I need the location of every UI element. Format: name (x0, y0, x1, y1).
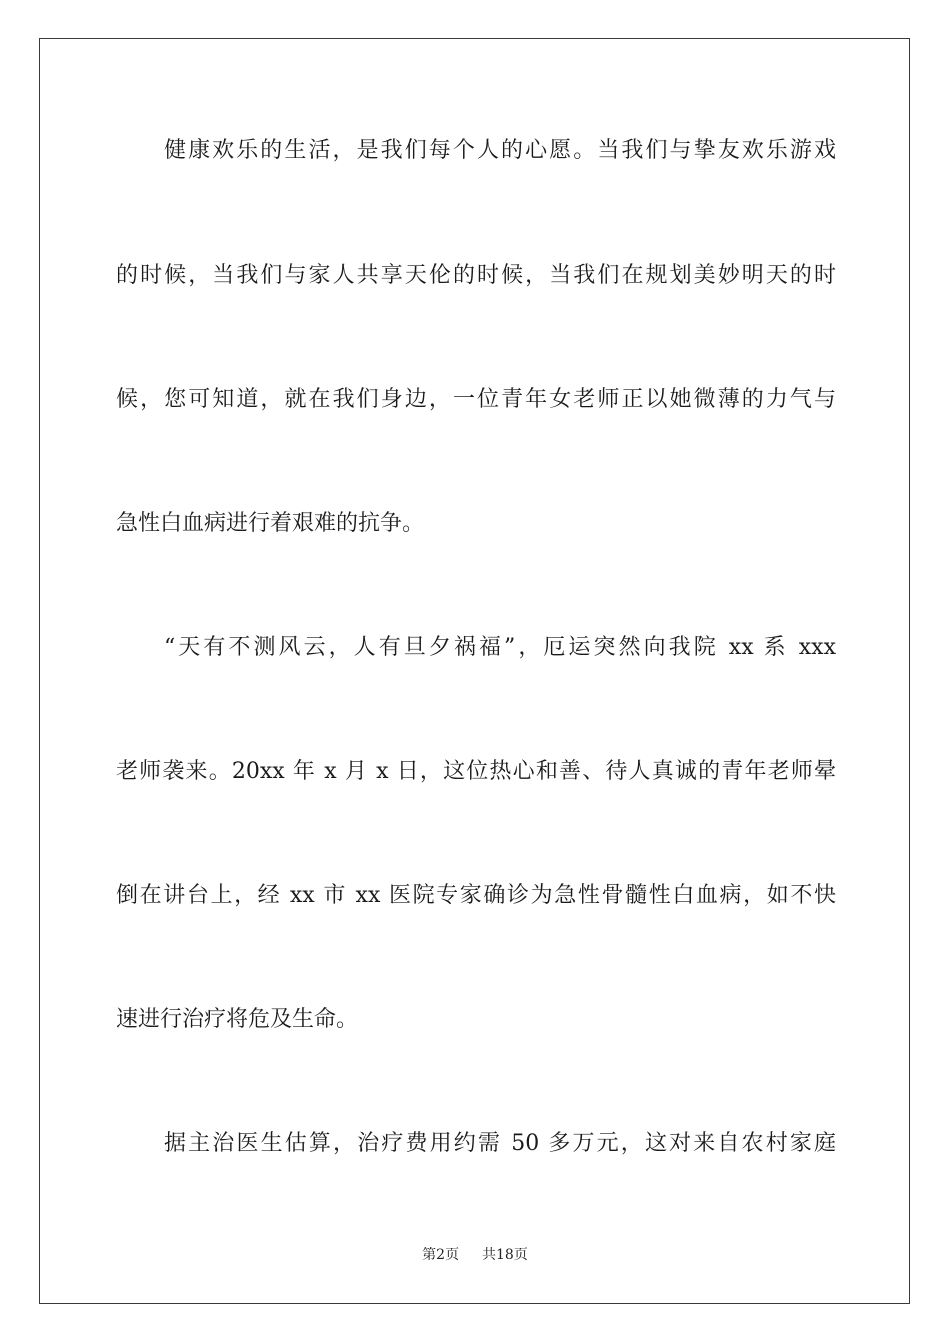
paragraph-2-line-4: 速进行治疗将危及生命。 (116, 1007, 359, 1032)
paragraph-1-line-3: 候，您可知道，就在我们身边，一位青年女老师正以她微薄的力气与 (116, 387, 836, 412)
paragraph-2-line-1: “天有不测风云，人有旦夕祸福”，厄运突然向我院 xx 系 xxx (164, 635, 836, 660)
paragraph-2-line-3: 倒在讲台上，经 xx 市 xx 医院专家确诊为急性骨髓性白血病，如不快 (116, 883, 836, 908)
page-border (39, 38, 910, 1304)
paragraph-1-line-2: 的时候，当我们与家人共享天伦的时候，当我们在规划美妙明天的时 (116, 263, 836, 288)
page-number: 第2页 (422, 1247, 460, 1263)
paragraph-2-line-2: 老师袭来。20xx 年 x 月 x 日，这位热心和善、待人真诚的青年老师晕 (116, 759, 836, 784)
page-footer (0, 1244, 950, 1264)
page-total: 共18页 (482, 1247, 528, 1263)
paragraph-3-line-1: 据主治医生估算，治疗费用约需 50 多万元，这对来自农村家庭 (164, 1131, 836, 1156)
paragraph-1-line-4: 急性白血病进行着艰难的抗争。 (116, 511, 425, 536)
paragraph-1-line-1: 健康欢乐的生活，是我们每个人的心愿。当我们与挚友欢乐游戏 (164, 138, 836, 163)
